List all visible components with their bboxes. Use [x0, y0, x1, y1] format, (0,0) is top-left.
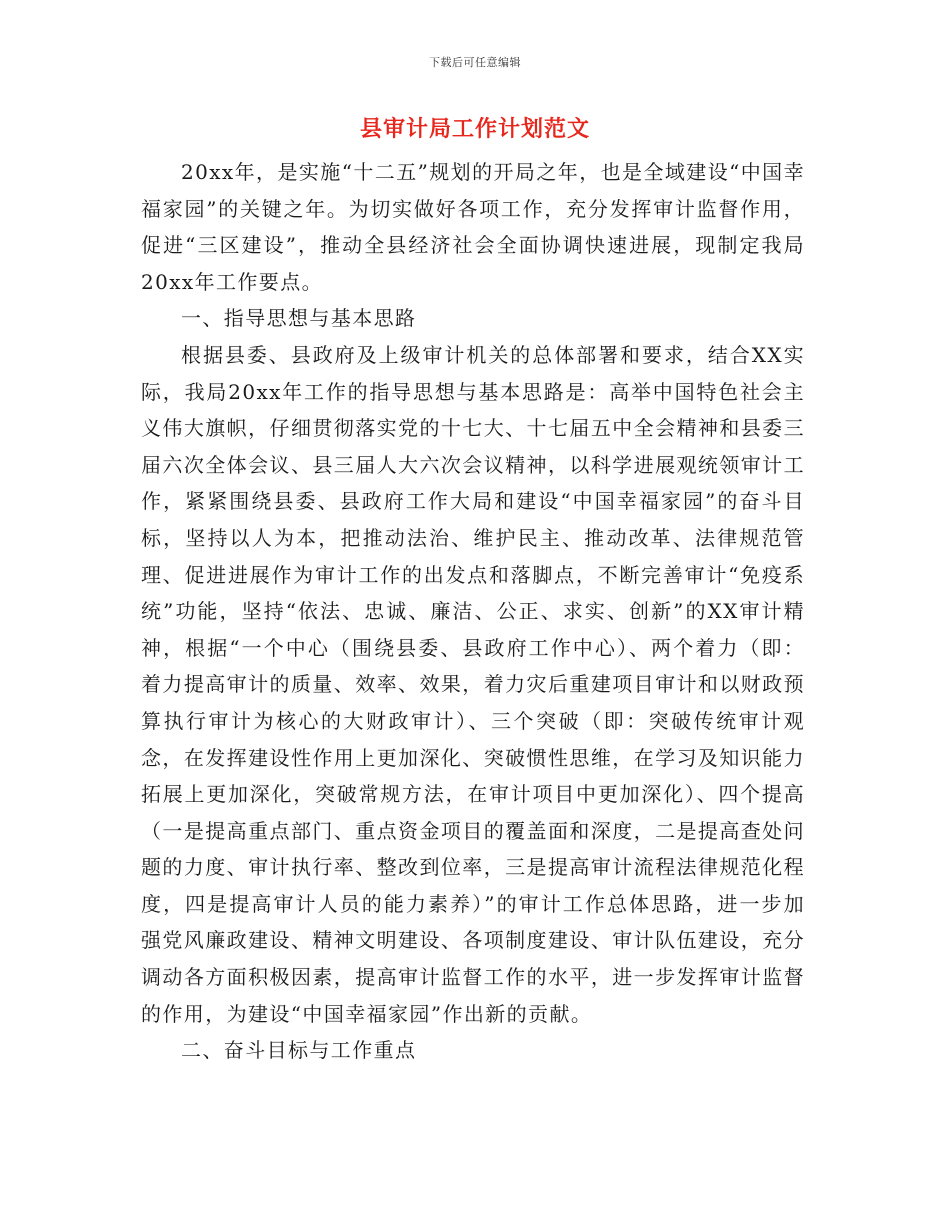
- document-body: [141, 154, 805, 1069]
- section-heading-1: 一、指导思想与基本思路: [181, 306, 417, 331]
- page-header-note: 下载后可任意编辑: [429, 56, 521, 69]
- guiding-ideology-paragraph: 根据县委、县政府及上级审计机关的总体部署和要求，结合XX实际，我局20xx年工作的指导思想与基本思路是：高举中国特色社会主义伟大旗帜，仔细贯彻落实党的十七大、十七届五中全会精神和县委三届六次全体会议、县三届人大六次会议精神，以科学进展观统领审计工作，紧紧围绕县委、县政府工作大局和建设“中国幸福家园”的奋斗目标，坚持以人为本，把推动法治、维护民主、推动改革、法律规范管理、促进进展作为审计工作的出发点和落脚点，不断完善审计“免疫系统”功能，坚持“依法、忠诚、廉洁、公正、求实、创新”的XX审计精神，根据“一个中心（围绕县委、县政府工作中心）、两个着力（即：着力提高审计的质量、效率、效果，着力灾后重建项目审计和以财政预算执行审计为核心的大财政审计）、三个突破（即：突破传统审计观念，在发挥建设性作用上更加深化、突破惯性思维，在学习及知识能力拓展上更加深化，突破常规方法，在审计项目中更加深化）、四个提高（一是提高重点部门、重点资金项目的覆盖面和深度，二是提高查处问题的力度、审计执行率、整改到位率，三是提高审计流程法律规范化程度，四是提高审计人员的能力素养）”的审计工作总体思路，进一步加强党风廉政建设、精神文明建设、各项制度建设、审计队伍建设，充分调动各方面积极因素，提高审计监督工作的水平，进一步发挥审计监督的作用，为建设“中国幸福家园”作出新的贡献。: [141, 342, 805, 1026]
- section-heading-2: 二、奋斗目标与工作重点: [181, 1038, 417, 1063]
- document-title: 县审计局工作计划范文: [359, 116, 590, 142]
- intro-paragraph: 20xx年，是实施“十二五”规划的开局之年，也是全域建设“中国幸福家园”的关键之年。为切实做好各项工作，充分发挥审计监督作用，促进“三区建设”，推动全县经济社会全面协调快速进展，现制定我局20xx年工作要点。: [141, 160, 805, 294]
